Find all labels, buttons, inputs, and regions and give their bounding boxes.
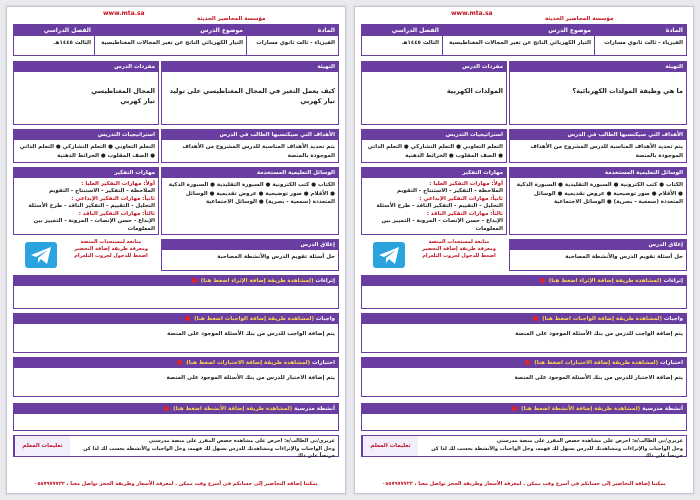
thinking-l6: الإبداع - حسن الإنصات - المرونة - التمييز بين المعلومات [33, 218, 155, 232]
lesson-header-table [361, 24, 687, 56]
enrich-header[interactable] [14, 276, 338, 286]
red-dot-icon [185, 316, 190, 321]
thinking-l5: ثالثاً: مهارات التفكير الناقد : [426, 210, 503, 217]
tests-band [13, 357, 339, 397]
activities-header[interactable] [14, 404, 338, 414]
closing-text: حل أسئلة تقويم الدرس والأنشطة المصاحبة [217, 254, 335, 260]
enrich-text [362, 286, 686, 300]
strategies-text: التعلم التعاوني ● التعلم التشاركي ● التعلم الذاتي ● الصف المقلوب ● الخرائط الذهنية [19, 144, 155, 159]
resources-box [509, 167, 687, 235]
goals-text: يتم تحديد الأهداف المناسبة للدرس المشروح من الأهداف الموجودة بالمنصة [530, 144, 683, 159]
lesson-plan-page-1 [6, 6, 346, 494]
activities-link[interactable]: (لمشاهدة طريقة إضافة الأنشطة اضغط هنا) [521, 406, 641, 412]
tests-header[interactable] [362, 358, 686, 368]
warmup-title: التهيئة [510, 62, 686, 72]
teacher-notes [361, 435, 687, 457]
promo-l2: ومعرفة طريقة إضافة التحضير [73, 246, 149, 252]
closing-title: إغلاق الدرس [510, 240, 686, 250]
red-dot-icon [164, 406, 169, 411]
enrich-title: إثراءات [315, 278, 335, 284]
enrich-band [361, 275, 687, 309]
telegram-icon[interactable] [25, 242, 57, 268]
homework-title: واجبات [315, 316, 335, 322]
teacher-notes [13, 435, 339, 457]
subject-value: الفيزياء - ثالث ثانوي مسارات [256, 40, 335, 46]
red-dot-icon [533, 316, 538, 321]
topic-value: التيار الكهربائي الناتج عن تغير المجالات المغناطيسية [449, 40, 591, 46]
homework-text: يتم إضافة الواجب للدرس من بنك الأسئلة الموجود على المنصة [515, 331, 683, 337]
footer-contact[interactable]: يمكننا إضافة التحاضير إلى حسابكم في أسرع وقت ممكن . لمعرفة الأسعار وطريقة الحجز تواصل معنا ، ٠٥٥٧٩٧٧٧٢٢ [34, 481, 318, 487]
notes-title: تعليمات المعلم [14, 436, 70, 456]
goals-box [161, 129, 339, 163]
activities-header[interactable] [362, 404, 686, 414]
activities-title: أنشطة مدرسية [642, 406, 683, 412]
vocab-box [13, 61, 159, 125]
promo-l3: اضغط للدخول لجروب التلغرام [422, 253, 496, 259]
topic-value: التيار الكهربائي الناتج عن تغير المجالات المغناطيسية [101, 40, 243, 46]
thinking-title: مهارات التفكير [14, 168, 158, 178]
strategies-title: استراتيجيات التدريس [14, 130, 158, 140]
homework-header[interactable] [14, 314, 338, 324]
promo-l2: ومعرفة طريقة إضافة التحضير [421, 246, 497, 252]
homework-header[interactable] [362, 314, 686, 324]
goals-title: الأهداف التي سيكتسبها الطالب في الدرس [510, 130, 686, 140]
notes-text [418, 436, 686, 459]
notes-text [70, 436, 338, 459]
org-name: مؤسسة المحاضير الحديثة [545, 16, 614, 22]
warmup-box [509, 61, 687, 125]
warmup-text: ما هي وظيفة المولدات الكهربائية؟ [572, 87, 683, 95]
homework-link[interactable]: (لمشاهدة طريقة إضافة الواجبات اضغط هنا) [542, 316, 662, 322]
vocab-list [14, 72, 158, 109]
resources-text: الكتاب ● كتب الكترونية ● السبورة التقليدية ● السبورة الذكية ● الأقلام ● صور توضيحية ● عروض تقديمية ● الوسائل المتعددة (سمعية - بصرية) ● الوسائل الاجتماعية [168, 182, 335, 206]
closing-box [161, 239, 339, 271]
activities-text [14, 414, 338, 428]
resources-title: الوسائل التعليمية المستخدمة [162, 168, 338, 178]
tests-link[interactable]: (لمشاهدة طريقة إضافة الاختبارات اضغط هنا) [534, 360, 659, 366]
notes-l2: وحل الواجبات والإثراءات ومشاهدتك للدرس يسهل لك فهمه، وحل الواجبات والأنشطة يحسب لك لذا كن حريصاً على ذلك [431, 445, 683, 459]
header-subject [594, 25, 686, 55]
vocab-item: تيار كهربي [120, 97, 155, 106]
thinking-l2: الملاحظة - التفكير - الاستنتاج - التقويم [397, 188, 503, 195]
enrich-band [13, 275, 339, 309]
footer-contact[interactable]: يمكننا إضافة التحاضير إلى حسابكم في أسرع وقت ممكن . لمعرفة الأسعار وطريقة الحجز تواصل معنا ، ٠٥٥٧٩٧٧٧٢٢ [382, 481, 666, 487]
goals-text: يتم تحديد الأهداف المناسبة للدرس المشروح من الأهداف الموجودة بالمنصة [182, 144, 335, 159]
strategies-text: التعلم التعاوني ● التعلم التشاركي ● التعلم الذاتي ● الصف المقلوب ● الخرائط الذهنية [367, 144, 503, 159]
thinking-l1: أولاً: مهارات التفكير العليا : [429, 181, 503, 187]
vocab-item: المجال المغناطيسي [91, 87, 155, 95]
tests-text: يتم إضافة الاختبار للدرس من بنك الأسئلة الموجود على المنصة [166, 375, 335, 381]
enrich-header[interactable] [362, 276, 686, 286]
term-value: الثالث ١٤٤٥هـ [401, 40, 439, 46]
vocab-title: مفردات الدرس [362, 62, 506, 72]
header-topic [442, 25, 594, 55]
notes-l2: وحل الواجبات والإثراءات ومشاهدتك للدرس يسهل لك فهمه، وحل الواجبات والأنشطة يحسب لك لذا كن حريصاً على ذلك [83, 445, 335, 459]
thinking-l5: ثالثاً: مهارات التفكير الناقد : [78, 210, 155, 217]
promo-l1: متابعة لمستجدات المنصة [428, 239, 490, 245]
term-label: الفصل الدراسي [14, 25, 94, 36]
thinking-l3: ثانياً: مهارات التفكير الإبداعي : [71, 195, 155, 202]
topic-label: موضوع الدرس [95, 25, 246, 36]
notes-l1: عزيزي/تي الطالب/ة: احرص على مشاهدة حصص المقرر على منصة مدرستي [148, 438, 335, 444]
tests-band [361, 357, 687, 397]
activities-link[interactable]: (لمشاهدة طريقة إضافة الأنشطة اضغط هنا) [173, 406, 293, 412]
resources-box [161, 167, 339, 235]
thinking-l2: الملاحظة - التفكير - الاستنتاج - التقويم [49, 188, 155, 195]
header-term [14, 25, 94, 55]
header-subject [246, 25, 338, 55]
red-dot-icon [512, 406, 517, 411]
vocab-item: المولدات الكهربية [446, 87, 503, 95]
telegram-icon[interactable] [373, 242, 405, 268]
strategies-box [361, 129, 507, 163]
notes-title: تعليمات المعلم [362, 436, 418, 456]
vocab-title: مفردات الدرس [14, 62, 158, 72]
subject-label: المادة [595, 25, 686, 36]
thinking-content [14, 178, 158, 235]
vocab-box [361, 61, 507, 125]
tests-text: يتم إضافة الاختبار للدرس من بنك الأسئلة الموجود على المنصة [514, 375, 683, 381]
strategies-box [13, 129, 159, 163]
resources-text: الكتاب ● كتب الكترونية ● السبورة التقليدية ● السبورة الذكية ● الأقلام ● صور توضيحية ● عروض تقديمية ● الوسائل المتعددة (سمعية - بصرية) ● الوسائل الاجتماعية [516, 182, 683, 206]
term-value: الثالث ١٤٤٥هـ [53, 40, 91, 46]
homework-link[interactable]: (لمشاهدة طريقة إضافة الواجبات اضغط هنا) [194, 316, 314, 322]
warmup-text: كيف يعمل التغير في المجال المغناطيسي على توليد تيار كهربي [169, 87, 335, 106]
strategies-title: استراتيجيات التدريس [362, 130, 506, 140]
lesson-header-table [13, 24, 339, 56]
closing-text: حل أسئلة تقويم الدرس والأنشطة المصاحبة [565, 254, 683, 260]
tests-title: اختبارات [660, 360, 683, 366]
closing-box [509, 239, 687, 271]
topic-label: موضوع الدرس [443, 25, 594, 36]
enrich-link[interactable]: (لمشاهدة طريقة إضافة الإثراء اضغط هنا) [548, 278, 662, 284]
thinking-content [362, 178, 506, 235]
site-url[interactable]: www.mta.sa [451, 10, 493, 17]
header-topic [94, 25, 246, 55]
thinking-l3: ثانياً: مهارات التفكير الإبداعي : [419, 195, 503, 202]
thinking-title: مهارات التفكير [362, 168, 506, 178]
homework-band [13, 313, 339, 353]
thinking-box [13, 167, 159, 235]
goals-box [509, 129, 687, 163]
site-url[interactable]: www.mta.sa [103, 10, 145, 17]
tests-link[interactable]: (لمشاهدة طريقة إضافة الاختبارات اضغط هنا) [186, 360, 311, 366]
thinking-l4: التحليل - التقييم - التفكير الناقد - طرح الأسئلة [376, 203, 503, 210]
activities-band [361, 403, 687, 431]
telegram-plane-glyph [373, 242, 405, 268]
red-dot-icon [177, 360, 182, 365]
telegram-promo[interactable] [413, 239, 505, 260]
goals-title: الأهداف التي سيكتسبها الطالب في الدرس [162, 130, 338, 140]
resources-title: الوسائل التعليمية المستخدمة [510, 168, 686, 178]
homework-band [361, 313, 687, 353]
telegram-promo[interactable] [65, 239, 157, 260]
warmup-box [161, 61, 339, 125]
notes-l1: عزيزي/تي الطالب/ة: احرص على مشاهدة حصص المقرر على منصة مدرستي [496, 438, 683, 444]
activities-band [13, 403, 339, 431]
red-dot-icon [525, 360, 530, 365]
activities-title: أنشطة مدرسية [294, 406, 335, 412]
header-term [362, 25, 442, 55]
thinking-box [361, 167, 507, 235]
warmup-title: التهيئة [162, 62, 338, 72]
enrich-text [14, 286, 338, 300]
tests-header[interactable] [14, 358, 338, 368]
homework-title: واجبات [663, 316, 683, 322]
tests-title: اختبارات [312, 360, 335, 366]
subject-value: الفيزياء - ثالث ثانوي مسارات [604, 40, 683, 46]
red-dot-icon [540, 278, 545, 283]
thinking-l1: أولاً: مهارات التفكير العليا : [81, 181, 155, 187]
enrich-link[interactable]: (لمشاهدة طريقة إضافة الإثراء اضغط هنا) [200, 278, 314, 284]
promo-l3: اضغط للدخول لجروب التلغرام [74, 253, 148, 259]
promo-l1: متابعة لمستجدات المنصة [80, 239, 142, 245]
enrich-title: إثراءات [663, 278, 683, 284]
homework-text: يتم إضافة الواجب للدرس من بنك الأسئلة الموجود على المنصة [167, 331, 335, 337]
org-name: مؤسسة المحاضير الحديثة [197, 16, 266, 22]
term-label: الفصل الدراسي [362, 25, 442, 36]
thinking-l4: التحليل - التقييم - التفكير الناقد - طرح الأسئلة [28, 203, 155, 210]
red-dot-icon [192, 278, 197, 283]
thinking-l6: الإبداع - حسن الإنصات - المرونة - التمييز بين المعلومات [381, 218, 503, 232]
telegram-plane-glyph [25, 242, 57, 268]
subject-label: المادة [247, 25, 338, 36]
vocab-list [362, 72, 506, 99]
closing-title: إغلاق الدرس [162, 240, 338, 250]
activities-text [362, 414, 686, 428]
lesson-plan-page-2 [354, 6, 694, 494]
